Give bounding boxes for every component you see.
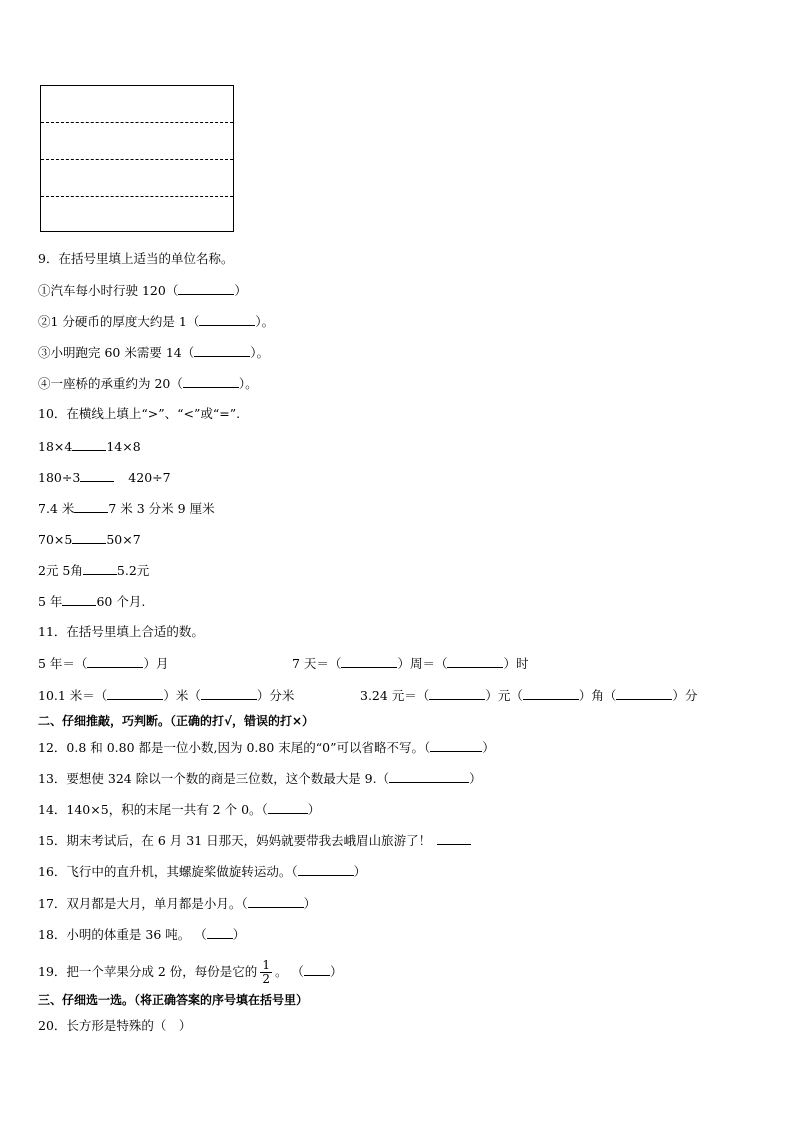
q10-item-1: 18×4 14×8 <box>38 439 141 454</box>
answer-blank[interactable] <box>80 469 114 482</box>
q15: 15．期末考试后，在 6 月 31 日那天，妈妈就要带我去峨眉山旅游了！ <box>38 832 471 849</box>
answer-blank[interactable] <box>447 655 503 668</box>
answer-blank[interactable] <box>74 500 108 513</box>
answer-blank[interactable] <box>72 531 106 544</box>
q18: 18．小明的体重是 36 吨。 （ ） <box>38 927 246 942</box>
answer-blank[interactable] <box>72 438 106 451</box>
answer-blank[interactable] <box>207 926 233 939</box>
q11-row2-right: 3.24 元＝（ ）元（ ）角（ ）分 <box>360 688 698 703</box>
answer-blank[interactable] <box>298 863 354 876</box>
q11-title: 11．在括号里填上合适的数。 <box>38 624 204 639</box>
q11-row1-left: 5 年＝（ ）月 <box>38 656 169 671</box>
dashed-line <box>41 122 233 123</box>
answer-blank[interactable] <box>429 687 485 700</box>
q10-item-3: 7.4 米 7 米 3 分米 9 厘米 <box>38 501 215 516</box>
q9-item-2: ②1 分硬币的厚度大约是 1（ ）。 <box>38 314 275 329</box>
answer-blank[interactable] <box>194 344 250 357</box>
q12: 12．0.8 和 0.80 都是一位小数,因为 0.80 末尾的“0”可以省略不写。（ ） <box>38 740 495 755</box>
q10-item-4: 70×5 50×7 <box>38 532 141 547</box>
q10-title: 10．在横线上填上“>”、“<”或“=”. <box>38 406 241 421</box>
q10-item-2: 180÷3 420÷7 <box>38 470 171 485</box>
q10-item-6: 5 年 60 个月. <box>38 594 146 609</box>
q11-row2-left: 10.1 米＝（ ）米（ ）分米 <box>38 688 295 703</box>
answer-blank[interactable] <box>107 687 163 700</box>
q11-row1-right: 7 天＝（ ）周＝（ ）时 <box>292 656 529 671</box>
answer-blank[interactable] <box>430 739 482 752</box>
answer-blank[interactable] <box>389 770 469 783</box>
dashed-line <box>41 196 233 197</box>
answer-blank[interactable] <box>201 687 257 700</box>
answer-blank[interactable] <box>437 832 471 845</box>
answer-blank[interactable] <box>616 687 672 700</box>
answer-blank[interactable] <box>83 562 117 575</box>
q17: 17．双月都是大月，单月都是小月。（ ） <box>38 896 317 911</box>
answer-blank[interactable] <box>268 801 308 814</box>
fraction-one-half: $\frac{1}{2}$ <box>262 958 270 986</box>
rectangle-figure <box>40 85 234 232</box>
answer-blank[interactable] <box>341 655 397 668</box>
q14: 14．140×5，积的末尾一共有 2 个 0。（ ） <box>38 802 321 817</box>
dashed-line <box>41 159 233 160</box>
q16: 16．飞行中的直升机，其螺旋桨做旋转运动。（ ） <box>38 864 367 879</box>
answer-blank[interactable] <box>178 282 234 295</box>
section-3-heading: 三、仔细选一选。（将正确答案的序号填在括号里） <box>38 993 309 1007</box>
q9-item-1: ①汽车每小时行驶 120（ ） <box>38 283 247 298</box>
answer-blank[interactable] <box>523 687 579 700</box>
q13: 13．要想使 324 除以一个数的商是三位数，这个数最大是 9.（ ） <box>38 771 482 786</box>
answer-blank[interactable] <box>87 655 143 668</box>
q19: 19．把一个苹果分成 2 份，每份是它的 $\frac{1}{2}$ 。 （ ） <box>38 958 343 986</box>
q9-title: 9．在括号里填上适当的单位名称。 <box>38 251 234 266</box>
answer-blank[interactable] <box>304 963 330 976</box>
answer-blank[interactable] <box>62 593 96 606</box>
q10-item-5: 2元 5角 5.2元 <box>38 563 150 578</box>
q20: 20．长方形是特殊的（ ） <box>38 1018 192 1033</box>
answer-blank[interactable] <box>248 895 304 908</box>
answer-blank[interactable] <box>183 375 239 388</box>
answer-blank[interactable] <box>199 313 255 326</box>
q9-item-4: ④一座桥的承重约为 20（ ）。 <box>38 376 258 391</box>
section-2-heading: 二、仔细推敲，巧判断。（正确的打√，错误的打×） <box>38 714 315 728</box>
q9-item-3: ③小明跑完 60 米需要 14（ ）。 <box>38 345 269 360</box>
